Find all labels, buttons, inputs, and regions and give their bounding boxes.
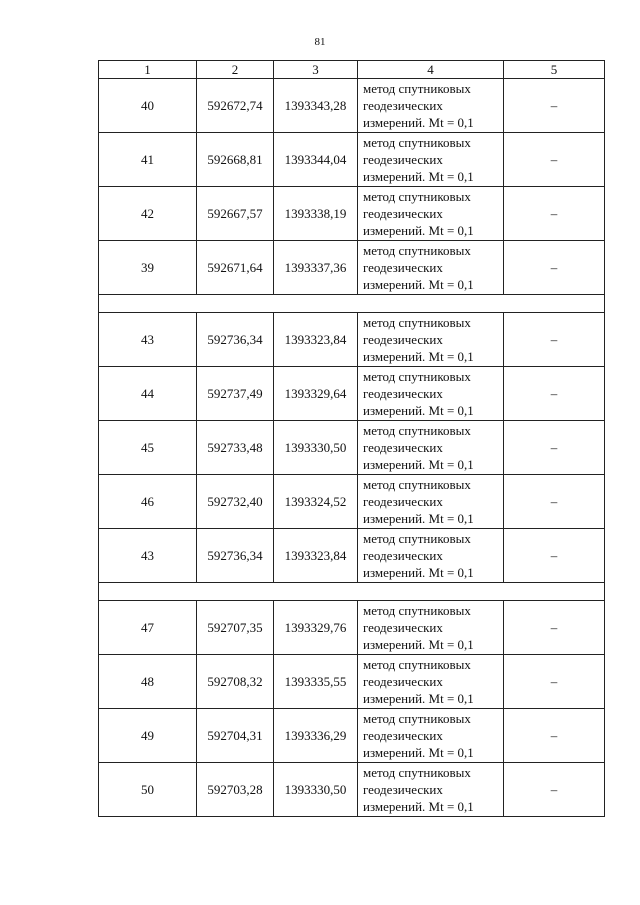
column-header: 5	[504, 61, 605, 79]
method-text-line: измерений. Mt = 0,1	[363, 457, 474, 472]
error-cell: –	[504, 187, 605, 241]
x-coordinate-cell: 592737,49	[197, 367, 274, 421]
method-cell	[358, 421, 504, 475]
x-coordinate-cell: 592671,64	[197, 241, 274, 295]
column-header: 1	[99, 61, 197, 79]
header-row	[99, 61, 605, 79]
method-text-line: измерений. Mt = 0,1	[363, 565, 474, 580]
table-row	[99, 187, 605, 241]
method-text-line: измерений. Mt = 0,1	[363, 403, 474, 418]
group-separator-row	[99, 583, 605, 601]
error-cell: –	[504, 763, 605, 817]
method-cell	[358, 529, 504, 583]
x-coordinate-cell: 592736,34	[197, 313, 274, 367]
x-coordinate-cell: 592703,28	[197, 763, 274, 817]
x-coordinate-cell: 592733,48	[197, 421, 274, 475]
method-text-line: геодезических	[363, 494, 443, 509]
method-cell	[358, 763, 504, 817]
method-cell	[358, 133, 504, 187]
error-cell: –	[504, 79, 605, 133]
method-text-line: геодезических	[363, 332, 443, 347]
table-row	[99, 475, 605, 529]
x-coordinate-cell: 592668,81	[197, 133, 274, 187]
point-number-cell: 47	[99, 601, 197, 655]
method-text-line: метод спутниковых	[363, 135, 471, 150]
y-coordinate-cell: 1393323,84	[274, 313, 358, 367]
point-number-cell: 44	[99, 367, 197, 421]
table-row	[99, 79, 605, 133]
y-coordinate-cell: 1393329,64	[274, 367, 358, 421]
table-row	[99, 133, 605, 187]
method-text-line: метод спутниковых	[363, 531, 471, 546]
point-number-cell: 41	[99, 133, 197, 187]
table-row	[99, 763, 605, 817]
method-text-line: измерений. Mt = 0,1	[363, 745, 474, 760]
table-row	[99, 529, 605, 583]
x-coordinate-cell: 592704,31	[197, 709, 274, 763]
column-header: 2	[197, 61, 274, 79]
method-cell	[358, 313, 504, 367]
point-number-cell: 48	[99, 655, 197, 709]
y-coordinate-cell: 1393323,84	[274, 529, 358, 583]
method-text-line: метод спутниковых	[363, 369, 471, 384]
error-cell: –	[504, 601, 605, 655]
method-text-line: измерений. Mt = 0,1	[363, 223, 474, 238]
table-row	[99, 709, 605, 763]
method-text-line: метод спутниковых	[363, 765, 471, 780]
page-number: 81	[314, 36, 326, 48]
method-text-line: метод спутниковых	[363, 315, 471, 330]
x-coordinate-cell: 592708,32	[197, 655, 274, 709]
group-separator-row	[99, 295, 605, 313]
table-row	[99, 313, 605, 367]
method-text-line: метод спутниковых	[363, 711, 471, 726]
table-row	[99, 655, 605, 709]
column-header: 3	[274, 61, 358, 79]
table-body	[99, 61, 605, 817]
x-coordinate-cell: 592707,35	[197, 601, 274, 655]
method-text-line: геодезических	[363, 620, 443, 635]
method-cell	[358, 475, 504, 529]
x-coordinate-cell: 592667,57	[197, 187, 274, 241]
error-cell: –	[504, 133, 605, 187]
y-coordinate-cell: 1393338,19	[274, 187, 358, 241]
point-number-cell: 43	[99, 529, 197, 583]
method-text-line: геодезических	[363, 152, 443, 167]
error-cell: –	[504, 655, 605, 709]
y-coordinate-cell: 1393324,52	[274, 475, 358, 529]
table-row	[99, 241, 605, 295]
x-coordinate-cell: 592736,34	[197, 529, 274, 583]
method-text-line: метод спутниковых	[363, 243, 471, 258]
x-coordinate-cell: 592672,74	[197, 79, 274, 133]
method-text-line: измерений. Mt = 0,1	[363, 511, 474, 526]
error-cell: –	[504, 421, 605, 475]
method-text-line: метод спутниковых	[363, 657, 471, 672]
method-text-line: измерений. Mt = 0,1	[363, 349, 474, 364]
method-cell	[358, 187, 504, 241]
point-number-cell: 43	[99, 313, 197, 367]
point-number-cell: 39	[99, 241, 197, 295]
y-coordinate-cell: 1393335,55	[274, 655, 358, 709]
method-cell	[358, 709, 504, 763]
error-cell: –	[504, 709, 605, 763]
point-number-cell: 49	[99, 709, 197, 763]
error-cell: –	[504, 313, 605, 367]
table-row	[99, 367, 605, 421]
error-cell: –	[504, 367, 605, 421]
y-coordinate-cell: 1393330,50	[274, 763, 358, 817]
y-coordinate-cell: 1393329,76	[274, 601, 358, 655]
error-cell: –	[504, 529, 605, 583]
method-text-line: измерений. Mt = 0,1	[363, 115, 474, 130]
method-cell	[358, 367, 504, 421]
method-text-line: геодезических	[363, 98, 443, 113]
y-coordinate-cell: 1393336,29	[274, 709, 358, 763]
column-header: 4	[358, 61, 504, 79]
group-separator-cell	[99, 295, 605, 313]
point-number-cell: 46	[99, 475, 197, 529]
method-text-line: геодезических	[363, 548, 443, 563]
error-cell: –	[504, 475, 605, 529]
group-separator-cell	[99, 583, 605, 601]
y-coordinate-cell: 1393337,36	[274, 241, 358, 295]
y-coordinate-cell: 1393330,50	[274, 421, 358, 475]
point-number-cell: 45	[99, 421, 197, 475]
method-cell	[358, 79, 504, 133]
method-cell	[358, 601, 504, 655]
method-text-line: геодезических	[363, 386, 443, 401]
method-text-line: геодезических	[363, 206, 443, 221]
method-text-line: измерений. Mt = 0,1	[363, 277, 474, 292]
method-text-line: измерений. Mt = 0,1	[363, 637, 474, 652]
method-text-line: метод спутниковых	[363, 423, 471, 438]
method-text-line: метод спутниковых	[363, 603, 471, 618]
y-coordinate-cell: 1393344,04	[274, 133, 358, 187]
table-row	[99, 601, 605, 655]
method-text-line: геодезических	[363, 728, 443, 743]
point-number-cell: 40	[99, 79, 197, 133]
point-number-cell: 42	[99, 187, 197, 241]
method-text-line: геодезических	[363, 260, 443, 275]
method-text-line: геодезических	[363, 440, 443, 455]
x-coordinate-cell: 592732,40	[197, 475, 274, 529]
method-text-line: геодезических	[363, 674, 443, 689]
method-text-line: метод спутниковых	[363, 81, 471, 96]
method-text-line: измерений. Mt = 0,1	[363, 169, 474, 184]
table-row	[99, 421, 605, 475]
method-text-line: геодезических	[363, 782, 443, 797]
point-number-cell: 50	[99, 763, 197, 817]
method-text-line: измерений. Mt = 0,1	[363, 691, 474, 706]
coordinates-table	[98, 60, 605, 817]
method-text-line: метод спутниковых	[363, 189, 471, 204]
y-coordinate-cell: 1393343,28	[274, 79, 358, 133]
method-cell	[358, 241, 504, 295]
method-text-line: измерений. Mt = 0,1	[363, 799, 474, 814]
error-cell: –	[504, 241, 605, 295]
method-cell	[358, 655, 504, 709]
method-text-line: метод спутниковых	[363, 477, 471, 492]
